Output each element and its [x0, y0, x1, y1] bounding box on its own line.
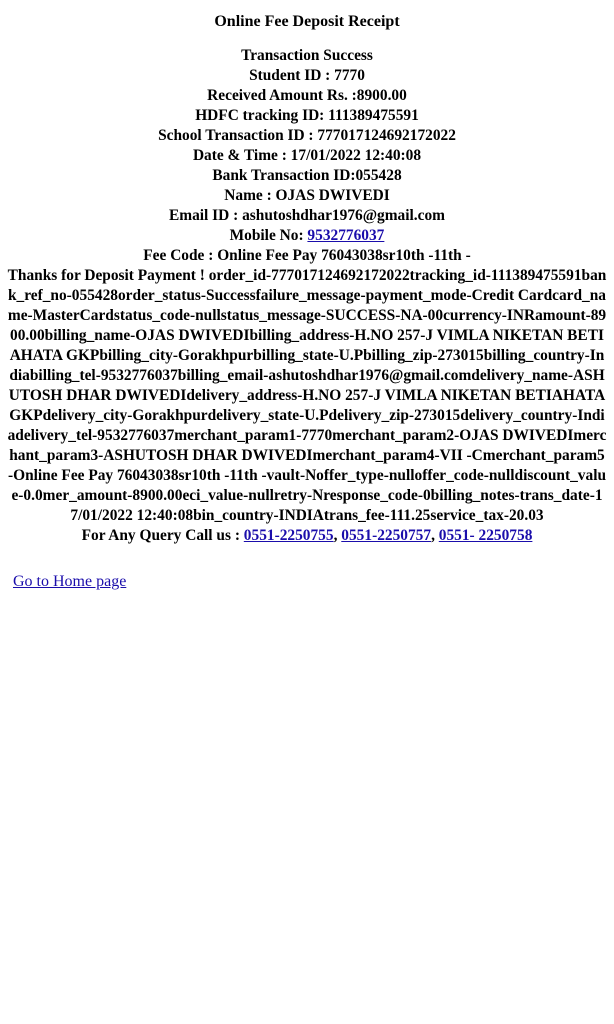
date-time: Date & Time : 17/01/2022 12:40:08 — [192, 147, 422, 164]
email-id: Email ID : ashutoshdhar1976@gmail.com — [169, 207, 445, 224]
transaction-status: Transaction Success — [241, 47, 373, 64]
fee-code: Fee Code : Online Fee Pay 76043038sr10th -11th - — [143, 247, 471, 264]
mobile-label: Mobile No: — [229, 227, 308, 244]
school-transaction-id: School Transaction ID : 777017124692172022 — [158, 127, 456, 144]
hdfc-tracking-id: HDFC tracking ID: 111389475591 — [195, 107, 419, 124]
phone-separator: , — [333, 527, 342, 544]
payment-details: Thanks for Deposit Payment ! order_id-777017124692172022tracking_id-111389475591bank_ref_no-055428order_status-Successfailure_message-payment_mode-Credit Cardcard_name-MasterCardstatus_code-nullstatus_message-SUCCESS-NA-00currency-INRamount-8900.00billing_name-OJAS DWIVEDIbilling_address-H.NO 257-J VIMLA NIKETAN BETIAHATA GKPbilling_city-Gorakhpurbilling_state-U.Pbilling_zip-273015billing_country-Indiabilling_tel-9532776037billing_email-ashutoshdhar1976@gmail.comdelivery_name-ASHUTOSH DHAR DWIVEDIdelivery_address-H.NO 257-J VIMLA NIKETAN BETIAHATA GKPdelivery_city-Gorakhpurdelivery_state-U.Pdelivery_zip-273015delivery_country-Indiadelivery_tel-9532776037merchant_param1-7770merchant_param2-OJAS DWIVEDImerchant_param3-ASHUTOSH DHAR DWIVEDImerchant_param4-VII -Cmerchant_param5-Online Fee Pay 76043038sr10th -11th -vault-Noffer_type-nulloffer_code-nulldiscount_value-0.0mer_amount-8900.00eci_value-nullretry-Nresponse_code-0billing_notes-trans_date-17/01/2022 12:40:08bin_country-INDIAtrans_fee-111.25service_tax-20.03 — [7, 267, 607, 524]
bank-transaction-id: Bank Transaction ID:055428 — [212, 167, 402, 184]
query-label: For Any Query Call us : — [81, 527, 244, 544]
phone-link-2[interactable]: 0551-2250757 — [341, 527, 432, 544]
mobile-number — [6, 226, 608, 246]
mobile-link[interactable]: 9532776037 — [307, 227, 385, 244]
student-name: Name : OJAS DWIVEDI — [224, 187, 390, 204]
receipt-title: Online Fee Deposit Receipt — [214, 13, 400, 30]
phone-link-3[interactable]: 0551- 2250758 — [438, 527, 533, 544]
student-id: Student ID : 7770 — [249, 67, 365, 84]
go-to-home-link[interactable]: Go to Home page — [13, 573, 127, 590]
phone-separator: , — [431, 527, 439, 544]
phone-link-1[interactable]: 0551-2250755 — [243, 527, 334, 544]
received-amount: Received Amount Rs. :8900.00 — [207, 87, 407, 104]
query-contact — [6, 526, 608, 546]
